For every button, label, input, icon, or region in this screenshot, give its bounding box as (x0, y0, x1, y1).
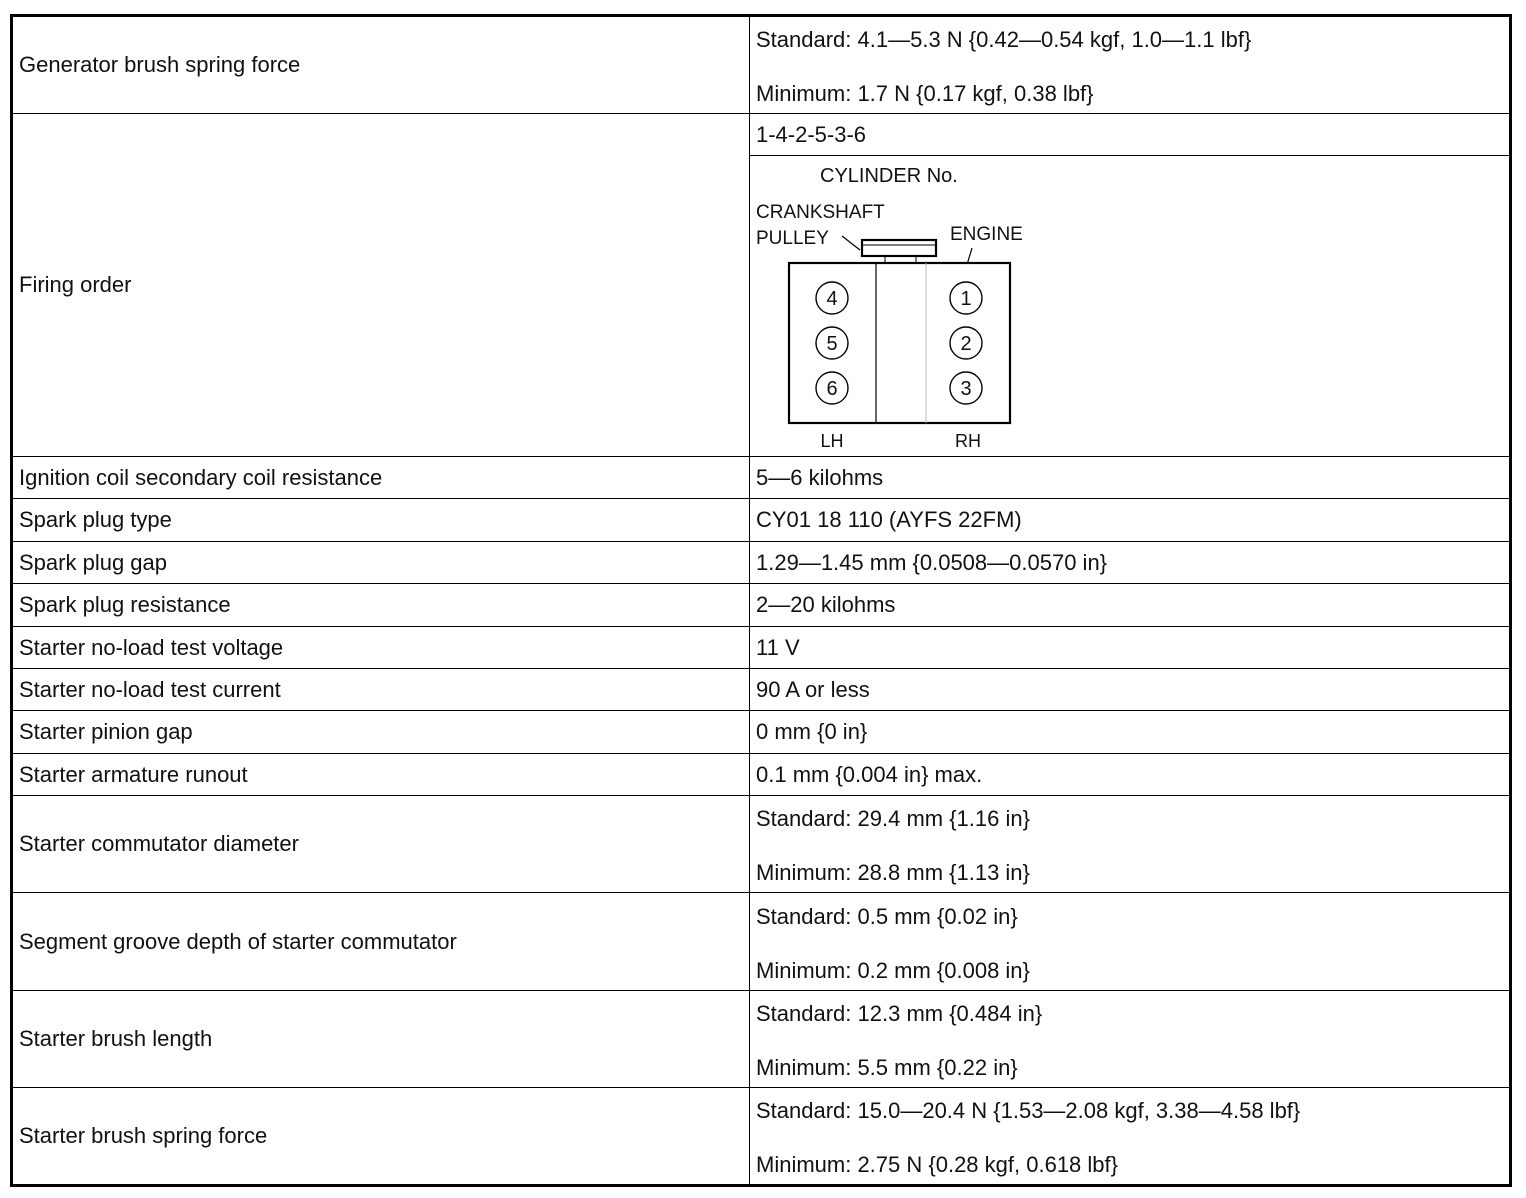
table-row (12, 499, 1511, 542)
cylinder-number: 6 (826, 378, 838, 400)
lh-label: LH (820, 431, 844, 451)
pulley-label: PULLEY (756, 228, 829, 249)
crankshaft-pulley-shape (862, 240, 936, 256)
table-row (12, 114, 1511, 156)
spec-label: Generator brush spring force (12, 16, 750, 114)
table-row (12, 584, 1511, 627)
spec-value: 1.29—1.45 mm {0.0508—0.0570 in} (750, 542, 1511, 584)
spec-label: Starter commutator diameter (12, 796, 750, 893)
spec-value: 0 mm {0 in} (750, 711, 1511, 754)
spec-standard: Standard: 0.5 mm {0.02 in} (756, 903, 1018, 929)
spec-label: Firing order (12, 114, 750, 457)
spec-standard: Standard: 4.1—5.3 N {0.42—0.54 kgf, 1.0—1.1 lbf} (756, 27, 1252, 52)
table-row (12, 542, 1511, 584)
spec-value (750, 893, 1511, 991)
spec-label: Starter no-load test voltage (12, 627, 750, 669)
spec-standard: Standard: 15.0—20.4 N {1.53—2.08 kgf, 3.38—4.58 lbf} (756, 1098, 1301, 1123)
spec-label: Starter pinion gap (12, 711, 750, 754)
spec-label: Segment groove depth of starter commutator (12, 893, 750, 991)
spec-minimum: Minimum: 28.8 mm {1.13 in} (756, 860, 1030, 885)
spec-minimum: Minimum: 5.5 mm {0.22 in} (756, 1055, 1018, 1080)
table-row (12, 796, 1511, 893)
spec-value: 2—20 kilohms (750, 584, 1511, 627)
engine-label: ENGINE (950, 224, 1023, 245)
specifications-table (10, 14, 1512, 1187)
rh-label: RH (955, 431, 981, 451)
spec-label: Spark plug resistance (12, 584, 750, 627)
cylinder-number: 5 (826, 333, 838, 355)
spec-value (750, 16, 1511, 114)
cylinder-number: 3 (960, 378, 972, 400)
pulley-leader-line (842, 236, 860, 250)
table-row (12, 627, 1511, 669)
cylinder-number: 4 (826, 288, 838, 310)
spec-value: 1-4-2-5-3-6 (750, 114, 1511, 156)
cylinder-number: 1 (960, 288, 972, 310)
spec-value: 0.1 mm {0.004 in} max. (750, 754, 1511, 796)
firing-order-diagram-cell (750, 156, 1511, 457)
spec-minimum: Minimum: 0.2 mm {0.008 in} (756, 957, 1030, 983)
spec-standard: Standard: 29.4 mm {1.16 in} (756, 806, 1030, 831)
spec-label: Spark plug type (12, 499, 750, 542)
spec-value (750, 991, 1511, 1088)
diagram-title: CYLINDER No. (820, 165, 958, 187)
spec-minimum: Minimum: 1.7 N {0.17 kgf, 0.38 lbf} (756, 81, 1094, 106)
spec-value: 90 A or less (750, 669, 1511, 711)
table-row (12, 893, 1511, 991)
table-row (12, 711, 1511, 754)
table-row (12, 754, 1511, 796)
spec-value (750, 1088, 1511, 1186)
table-row (12, 1088, 1511, 1186)
table-row (12, 991, 1511, 1088)
crankshaft-label: CRANKSHAFT (756, 202, 885, 223)
spec-label: Ignition coil secondary coil resistance (12, 457, 750, 499)
spec-value: 5—6 kilohms (750, 457, 1511, 499)
cylinder-number: 2 (960, 333, 972, 355)
spec-value: 11 V (750, 627, 1511, 669)
spec-label: Starter armature runout (12, 754, 750, 796)
spec-standard: Standard: 12.3 mm {0.484 in} (756, 1001, 1043, 1026)
spec-label: Starter brush spring force (12, 1088, 750, 1186)
spec-value: CY01 18 110 (AYFS 22FM) (750, 499, 1511, 542)
spec-minimum: Minimum: 2.75 N {0.28 kgf, 0.618 lbf} (756, 1152, 1118, 1177)
spec-label: Starter brush length (12, 991, 750, 1088)
table-row (12, 16, 1511, 114)
spec-value (750, 796, 1511, 893)
table-row (12, 457, 1511, 499)
table-row (12, 669, 1511, 711)
spec-label: Starter no-load test current (12, 669, 750, 711)
cylinder-layout-diagram (750, 156, 1050, 456)
spec-label: Spark plug gap (12, 542, 750, 584)
